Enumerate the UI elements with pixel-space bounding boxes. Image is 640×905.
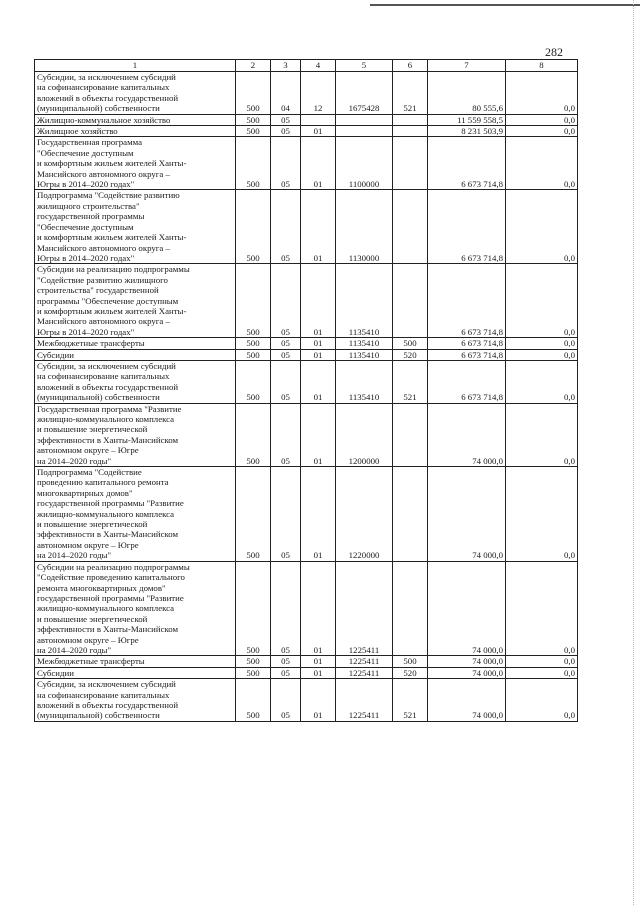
section-code: 05: [271, 403, 301, 466]
subsection-code: 01: [301, 264, 336, 338]
amount-col8: 0,0: [506, 349, 578, 360]
row-name: Субсидии: [35, 349, 236, 360]
table-row: [35, 656, 578, 667]
amount: 8 231 503,9: [428, 126, 506, 137]
section-code: 05: [271, 467, 301, 562]
row-name: Межбюджетные трансферты: [35, 338, 236, 349]
amount: 74 000,0: [428, 656, 506, 667]
target-article-code: [336, 126, 393, 137]
subsection-code: 01: [301, 360, 336, 403]
row-name: Жилищное хозяйство: [35, 126, 236, 137]
col-header: 3: [271, 60, 301, 72]
amount-col8: 0,0: [506, 137, 578, 190]
admin-code: 500: [236, 349, 271, 360]
col-header: 8: [506, 60, 578, 72]
expense-type-code: 520: [393, 667, 428, 678]
admin-code: 500: [236, 338, 271, 349]
col-header: 4: [301, 60, 336, 72]
section-code: 04: [271, 72, 301, 115]
table-row: [35, 360, 578, 403]
section-code: 05: [271, 190, 301, 264]
section-code: 05: [271, 349, 301, 360]
table-row: [35, 338, 578, 349]
table-row: [35, 137, 578, 190]
table-row: [35, 190, 578, 264]
section-code: 05: [271, 656, 301, 667]
row-name: Жилищно-коммунальное хозяйство: [35, 114, 236, 125]
subsection-code: 01: [301, 561, 336, 656]
subsection-code: 01: [301, 467, 336, 562]
expense-type-code: 521: [393, 72, 428, 115]
col-header: 6: [393, 60, 428, 72]
row-name: Субсидии на реализацию подпрограммы "Содействие проведению капитального ремонта многоквартирных домов" государственной программы "Развитие жилищно-коммунального комплекса и повышение энергетической эффективности в Ханты-Мансийском автономном округе – Югре на 2014–2020 годы": [35, 561, 236, 656]
expense-type-code: [393, 114, 428, 125]
admin-code: 500: [236, 114, 271, 125]
table-row: [35, 264, 578, 338]
target-article-code: [336, 114, 393, 125]
table-row: [35, 561, 578, 656]
expense-type-code: [393, 137, 428, 190]
section-code: 05: [271, 338, 301, 349]
admin-code: 500: [236, 126, 271, 137]
budget-table: [34, 59, 578, 722]
scan-edge: [632, 0, 634, 905]
subsection-code: 01: [301, 126, 336, 137]
expense-type-code: [393, 467, 428, 562]
admin-code: 500: [236, 137, 271, 190]
section-code: 05: [271, 679, 301, 722]
col-header: 1: [35, 60, 236, 72]
subsection-code: 01: [301, 349, 336, 360]
amount: 6 673 714,8: [428, 338, 506, 349]
subsection-code: 01: [301, 403, 336, 466]
table-row: [35, 467, 578, 562]
row-name: Субсидии, за исключением субсидий на софинансирование капитальных вложений в объекты государственной (муниципальной) собственности: [35, 72, 236, 115]
row-name: Межбюджетные трансферты: [35, 656, 236, 667]
subsection-code: 01: [301, 137, 336, 190]
amount-col8: 0,0: [506, 679, 578, 722]
admin-code: 500: [236, 679, 271, 722]
admin-code: 500: [236, 467, 271, 562]
amount-col8: 0,0: [506, 190, 578, 264]
amount: 6 673 714,8: [428, 137, 506, 190]
admin-code: 500: [236, 360, 271, 403]
table-row: [35, 114, 578, 125]
amount: 74 000,0: [428, 561, 506, 656]
target-article-code: 1220000: [336, 467, 393, 562]
admin-code: 500: [236, 72, 271, 115]
amount: 11 559 558,5: [428, 114, 506, 125]
row-name: Государственная программа "Обеспечение доступным и комфортным жильем жителей Ханты- Мансийского автономного округа – Югры в 2014–2020 годах": [35, 137, 236, 190]
expense-type-code: [393, 190, 428, 264]
amount-col8: 0,0: [506, 264, 578, 338]
amount-col8: 0,0: [506, 72, 578, 115]
admin-code: 500: [236, 190, 271, 264]
row-name: Субсидии на реализацию подпрограммы "Содействие развитию жилищного строительства" государственной программы "Обеспечение доступным и комфортным жильем жителей Ханты- Мансийского автономного округа – Югры в 2014–2020 годах": [35, 264, 236, 338]
expense-type-code: 521: [393, 360, 428, 403]
expense-type-code: 500: [393, 338, 428, 349]
admin-code: 500: [236, 667, 271, 678]
target-article-code: 1100000: [336, 137, 393, 190]
row-name: Подпрограмма "Содействие развитию жилищного строительства" государственной программы "Обеспечение доступным и комфортным жильем жителей Ханты- Мансийского автономного округа – Югры в 2014–2020 годах": [35, 190, 236, 264]
amount-col8: 0,0: [506, 403, 578, 466]
target-article-code: 1200000: [336, 403, 393, 466]
subsection-code: 01: [301, 667, 336, 678]
amount: 74 000,0: [428, 667, 506, 678]
admin-code: 500: [236, 561, 271, 656]
amount: 74 000,0: [428, 679, 506, 722]
table-row: [35, 403, 578, 466]
section-code: 05: [271, 561, 301, 656]
amount: 80 555,6: [428, 72, 506, 115]
target-article-code: 1225411: [336, 679, 393, 722]
col-header: 5: [336, 60, 393, 72]
row-name: Субсидии, за исключением субсидий на софинансирование капитальных вложений в объекты государственной (муниципальной) собственности: [35, 679, 236, 722]
row-name: Субсидии: [35, 667, 236, 678]
section-code: 05: [271, 137, 301, 190]
amount: 6 673 714,8: [428, 349, 506, 360]
target-article-code: 1225411: [336, 667, 393, 678]
section-code: 05: [271, 114, 301, 125]
col-header: 7: [428, 60, 506, 72]
section-code: 05: [271, 126, 301, 137]
amount-col8: 0,0: [506, 114, 578, 125]
target-article-code: 1225411: [336, 561, 393, 656]
col-header: 2: [236, 60, 271, 72]
top-rule: [370, 4, 640, 6]
expense-type-code: [393, 561, 428, 656]
subsection-code: [301, 114, 336, 125]
expense-type-code: 500: [393, 656, 428, 667]
table-row: [35, 349, 578, 360]
amount: 6 673 714,8: [428, 190, 506, 264]
row-name: Государственная программа "Развитие жилищно-коммунального комплекса и повышение энергетической эффективности в Ханты-Мансийском автономном округе – Югре на 2014–2020 годы": [35, 403, 236, 466]
table-row: [35, 126, 578, 137]
admin-code: 500: [236, 656, 271, 667]
expense-type-code: [393, 264, 428, 338]
amount: 6 673 714,8: [428, 264, 506, 338]
target-article-code: 1135410: [336, 360, 393, 403]
amount-col8: 0,0: [506, 126, 578, 137]
expense-type-code: [393, 403, 428, 466]
table-row: [35, 667, 578, 678]
amount-col8: 0,0: [506, 467, 578, 562]
header-row: [35, 60, 578, 72]
target-article-code: 1675428: [336, 72, 393, 115]
amount: 6 673 714,8: [428, 360, 506, 403]
row-name: Субсидии, за исключением субсидий на софинансирование капитальных вложений в объекты государственной (муниципальной) собственности: [35, 360, 236, 403]
subsection-code: 01: [301, 190, 336, 264]
amount-col8: 0,0: [506, 656, 578, 667]
amount-col8: 0,0: [506, 561, 578, 656]
expense-type-code: 520: [393, 349, 428, 360]
amount-col8: 0,0: [506, 360, 578, 403]
target-article-code: 1130000: [336, 190, 393, 264]
admin-code: 500: [236, 403, 271, 466]
section-code: 05: [271, 360, 301, 403]
page-number: 282: [545, 45, 563, 59]
admin-code: 500: [236, 264, 271, 338]
target-article-code: 1225411: [336, 656, 393, 667]
subsection-code: 01: [301, 656, 336, 667]
section-code: 05: [271, 264, 301, 338]
amount-col8: 0,0: [506, 667, 578, 678]
target-article-code: 1135410: [336, 264, 393, 338]
table-row: [35, 679, 578, 722]
target-article-code: 1135410: [336, 349, 393, 360]
amount: 74 000,0: [428, 467, 506, 562]
target-article-code: 1135410: [336, 338, 393, 349]
row-name: Подпрограмма "Содействие проведению капитального ремонта многоквартирных домов" государственной программы "Развитие жилищно-коммунального комплекса и повышение энергетической эффективности в Ханты-Мансийском автономном округе – Югре на 2014–2020 годы": [35, 467, 236, 562]
amount-col8: 0,0: [506, 338, 578, 349]
expense-type-code: [393, 126, 428, 137]
expense-type-code: 521: [393, 679, 428, 722]
subsection-code: 01: [301, 679, 336, 722]
subsection-code: 12: [301, 72, 336, 115]
subsection-code: 01: [301, 338, 336, 349]
section-code: 05: [271, 667, 301, 678]
amount: 74 000,0: [428, 403, 506, 466]
table-row: [35, 72, 578, 115]
